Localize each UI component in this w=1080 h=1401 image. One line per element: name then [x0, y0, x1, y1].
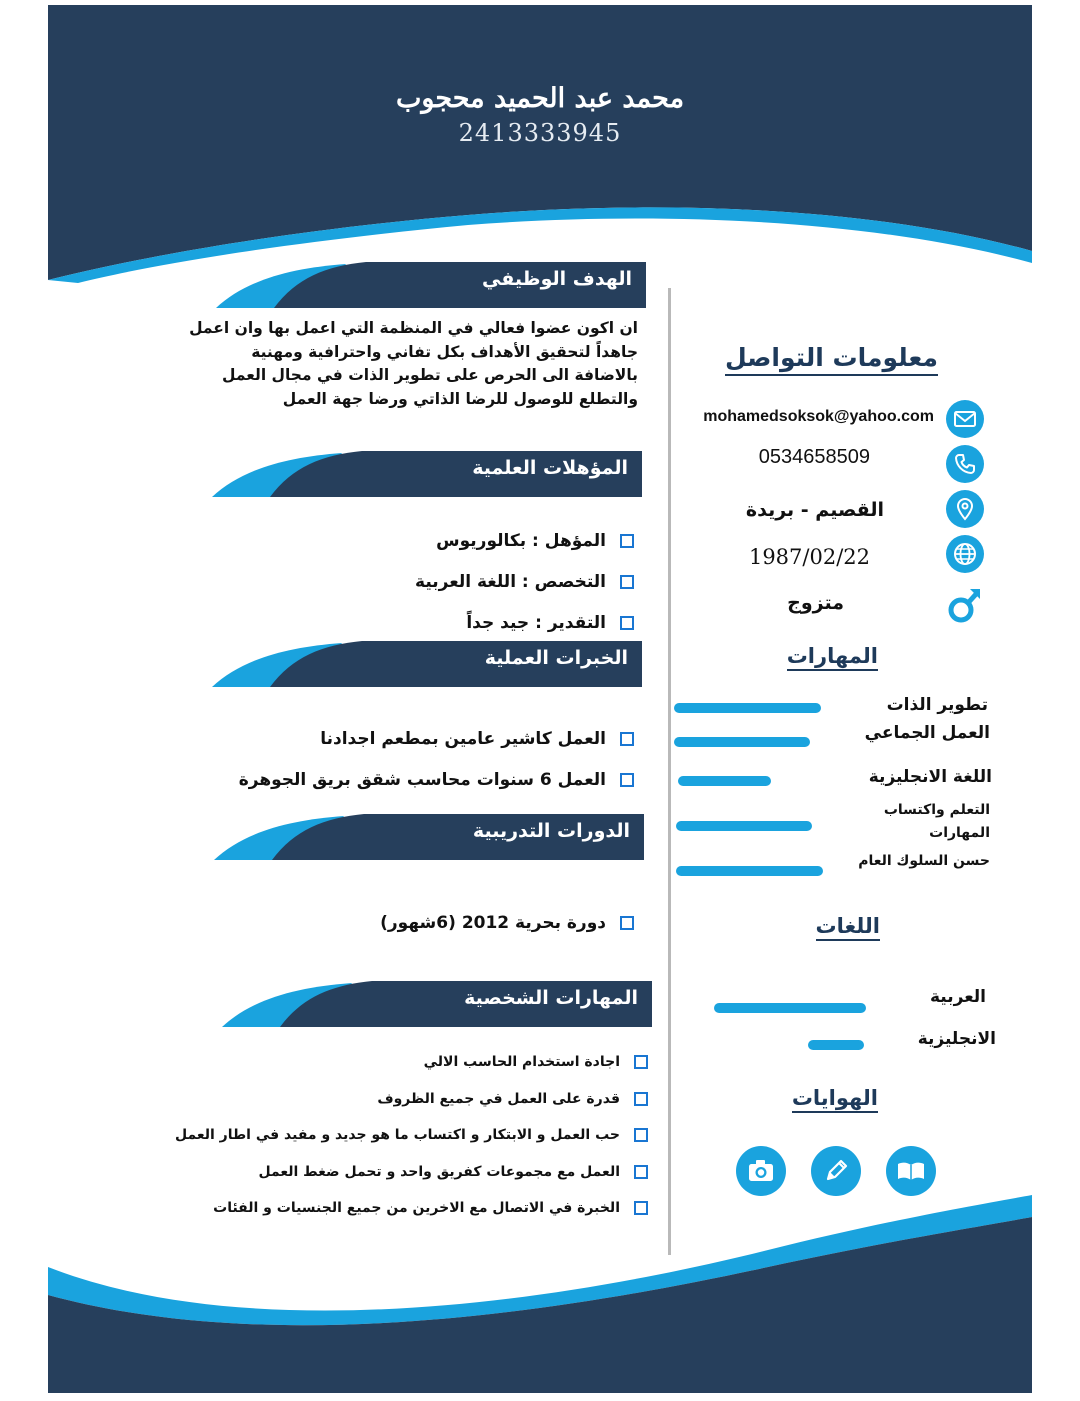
list-item: قدرة على العمل في جميع الظروف — [175, 1081, 648, 1118]
skill-label: تطوير الذات — [886, 695, 988, 715]
skills-section-title: المهارات — [787, 644, 878, 671]
list-item: دورة بحرية 2012 (6شهور) — [380, 903, 634, 944]
checkbox-bullet-icon — [634, 1201, 648, 1215]
checkbox-bullet-icon — [620, 916, 634, 930]
camera-icon — [736, 1146, 786, 1196]
checkbox-bullet-icon — [620, 616, 634, 630]
skill-label: العمل الجماعي — [864, 723, 990, 743]
section-title: الهدف الوظيفي — [482, 268, 632, 290]
skill-label: التعلم واكتساب المهارات — [883, 802, 990, 841]
language-bar — [808, 1040, 864, 1050]
contact-phone: 0534658509 — [758, 446, 870, 468]
section-header-objective — [216, 262, 646, 304]
globe-icon — [946, 535, 984, 573]
qualifications-list — [415, 521, 634, 644]
checkbox-bullet-icon — [634, 1128, 648, 1142]
book-icon — [886, 1146, 936, 1196]
list-item: التقدير : جيد جداً — [415, 603, 634, 644]
section-title: المهارات الشخصية — [464, 987, 638, 1009]
checkbox-bullet-icon — [620, 534, 634, 548]
objective-text: ان اكون عضوا فعالي في المنظمة التي اعمل بها وان اعمل جاهداً لتحقيق الأهداف بكل تفاني واحترافية ومهنية بالاضافة الى الحرص على تطوير الذات في مجال العمل والتطلع للوصول للرضا الذاتي ورضا جهة العمل — [189, 319, 638, 408]
checkbox-bullet-icon — [620, 575, 634, 589]
list-item: التخصص : اللغة العربية — [415, 562, 634, 603]
contact-birth-date: 1987/02/22 — [748, 545, 870, 569]
contact-section-title: معلومات التواصل — [725, 343, 938, 376]
list-item: الخبرة في الاتصال مع الاخرين من جميع الجنسيات و الفئات — [175, 1190, 648, 1227]
list-item: العمل 6 سنوات محاسب شقق بريق الجوهرة — [239, 760, 634, 801]
id-number: 2413333945 — [458, 119, 622, 147]
contact-email: mohamedsoksok@yahoo.com — [703, 408, 934, 425]
list-item: العمل كاشير عامين بمطعم اجدادنا — [239, 719, 634, 760]
male-gender-icon — [944, 583, 984, 627]
pencil-icon — [811, 1146, 861, 1196]
section-header-personal-skills — [222, 981, 652, 1023]
phone-icon — [946, 445, 984, 483]
section-title: المؤهلات العلمية — [472, 457, 628, 479]
hobbies-section-title: الهوايات — [792, 1086, 878, 1113]
language-label: الانجليزية — [917, 1029, 996, 1049]
skill-bar — [678, 776, 771, 786]
list-item: المؤهل : بكالوريوس — [415, 521, 634, 562]
section-header-qualifications — [212, 451, 642, 493]
checkbox-bullet-icon — [620, 773, 634, 787]
skill-bar — [676, 821, 812, 831]
section-title: الدورات التدريبية — [472, 820, 630, 842]
list-item: اجادة استخدام الحاسب الالي — [175, 1044, 648, 1081]
email-icon — [946, 400, 984, 438]
experience-list — [239, 719, 634, 801]
skill-bar — [674, 737, 810, 747]
languages-section-title: اللغات — [816, 914, 881, 941]
cv-page — [48, 5, 1032, 1393]
language-label: العربية — [929, 987, 986, 1007]
section-title: الخبرات العملية — [484, 647, 628, 669]
list-item: حب العمل و الابتكار و اكتساب ما هو جديد و مفيد في اطار العمل — [175, 1117, 648, 1154]
courses-list — [380, 903, 634, 944]
section-header-experience — [212, 641, 642, 683]
skill-label: حسن السلوك العام — [858, 853, 990, 869]
location-pin-icon — [946, 490, 984, 528]
skill-bar — [674, 703, 821, 713]
checkbox-bullet-icon — [620, 732, 634, 746]
checkbox-bullet-icon — [634, 1055, 648, 1069]
contact-marital-status: متزوج — [787, 592, 844, 614]
personal-skills-list — [175, 1044, 648, 1227]
skill-bar — [676, 866, 823, 876]
contact-location: القصيم - بريدة — [745, 499, 884, 521]
language-bar — [714, 1003, 866, 1013]
candidate-name: محمد عبد الحميد محجوب — [395, 83, 685, 114]
skill-label: اللغة الانجليزية — [868, 767, 992, 787]
list-item: العمل مع مجموعات كفريق واحد و تحمل ضغط العمل — [175, 1154, 648, 1191]
checkbox-bullet-icon — [634, 1092, 648, 1106]
section-header-courses — [214, 814, 644, 856]
column-divider — [668, 288, 671, 1255]
checkbox-bullet-icon — [634, 1165, 648, 1179]
